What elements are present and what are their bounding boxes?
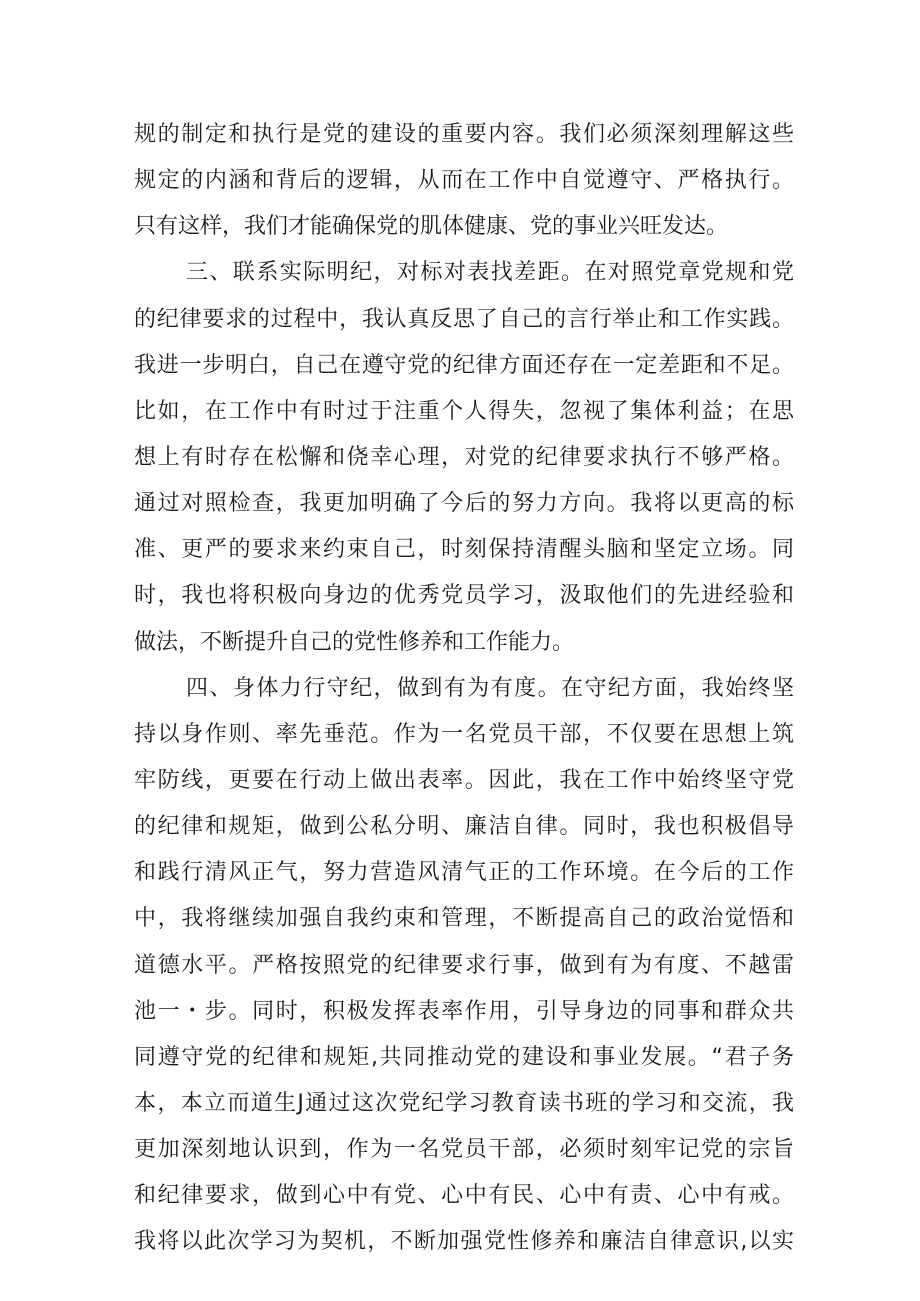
text-line-12: 做法，不断提升自己的党性修养和工作能力。 [134,629,575,655]
text-line-23: 更加深刻地认识到，作为一名党员干部，必须时刻牢记党的宗旨 [134,1137,794,1163]
text-line-19: 道德水平。严格按照党的纪律要求行事，做到有为有度、不越雷 [134,952,794,978]
text-line-5: 的纪律要求的过程中，我认真反思了自己的言行举止和工作实践。 [134,306,794,332]
text-line-7: 比如，在工作中有时过于注重个人得失，忽视了集体利益；在思 [134,398,794,424]
body-text [134,112,794,1266]
section-heading-3: 三、联系实际明纪，对标对表找差距。在对照党章党规和党 [186,260,794,286]
text-line-14: 持以身作则、率先垂范。作为一名党员干部，不仅要在思想上筑 [134,721,794,747]
text-line-25: 我将以此次学习为契机，不断加强党性修养和廉洁自律意识,以实 [134,1229,794,1255]
text-line-3: 只有这样，我们才能确保党的肌体健康、党的事业兴旺发达。 [134,214,729,240]
text-line-6: 我进一步明白，自己在遵守党的纪律方面还存在一定差距和不足。 [134,352,794,378]
text-line-21: 同遵守党的纪律和规矩,共同推动党的建设和事业发展。“君子务 [134,1044,794,1070]
text-line-9: 通过对照检查，我更加明确了今后的努力方向。我将以更高的标 [134,491,794,517]
text-line-16: 的纪律和规矩，做到公私分明、廉洁自律。同时，我也积极倡导 [134,814,794,840]
text-line-2: 规定的内涵和背后的逻辑，从而在工作中自觉遵守、严格执行。 [134,168,794,194]
text-line-18: 中，我将继续加强自我约束和管理，不断提高自己的政治觉悟和 [134,906,794,932]
text-line-22: 本，本立而道生J通过这次党纪学习教育读书班的学习和交流，我 [134,1090,794,1116]
text-line-20: 池一・步。同时，积极发挥表率作用，引导身边的同事和群众共 [134,998,794,1024]
text-line-15: 牢防线，更要在行动上做出表率。因此，我在工作中始终坚守党 [134,767,794,793]
section-heading-4: 四、身体力行守纪，做到有为有度。在守纪方面，我始终坚 [186,675,794,701]
text-line-11: 时，我也将积极向身边的优秀党员学习，汲取他们的先进经验和 [134,583,794,609]
text-line-10: 准、更严的要求来约束自己，时刻保持清醒头脑和坚定立场。同 [134,537,794,563]
text-line-17: 和践行清风正气，努力营造风清气正的工作环境。在今后的工作 [134,860,794,886]
text-line-1: 规的制定和执行是党的建设的重要内容。我们必须深刻理解这些 [134,122,794,147]
text-line-24: 和纪律要求，做到心中有党、心中有民、心中有责、心中有戒。 [134,1183,794,1209]
text-line-8: 想上有时存在松懈和侥幸心理，对党的纪律要求执行不够严格。 [134,444,794,470]
